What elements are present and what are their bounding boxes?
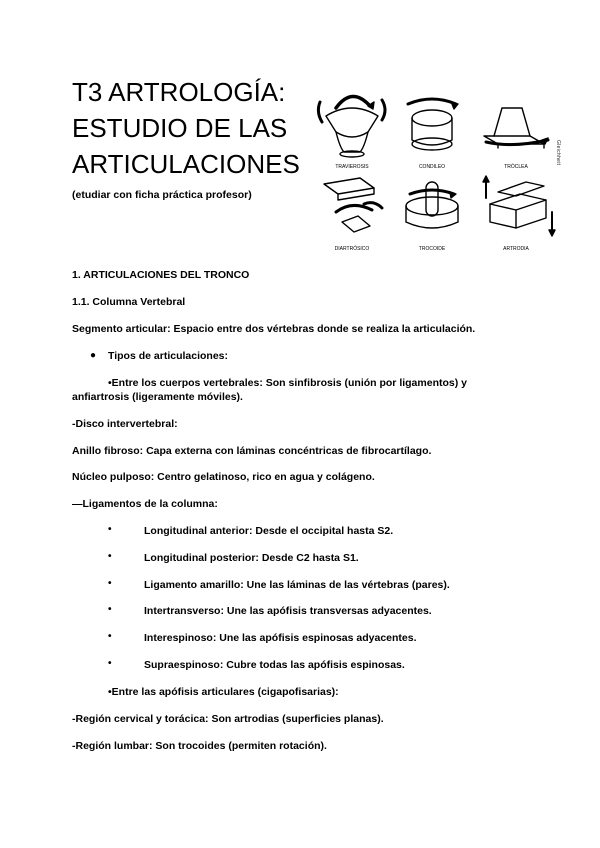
ligament-bullet: • [108,551,112,562]
gliding-joint-drawing [483,176,555,236]
cuerpos-line-1: •Entre los cuerpos vertebrales: Son sinfibrosis (unión por ligamentos) y [108,377,467,389]
ligament-item: Longitudinal posterior: Desde C2 hasta S1. [144,552,359,564]
ligament-item: Ligamento amarillo: Une las láminas de las vértebras (pares). [144,579,450,591]
ligament-item: Intertransverso: Une las apófisis transversas adyacentes. [144,605,432,617]
lumbar-paragraph: -Región lumbar: Son trocoides (permiten rotación). [72,740,327,752]
ligament-item: Longitudinal anterior: Desde el occipital hasta S2. [144,525,394,537]
subtitle-note: (etudiar con ficha práctica profesor) [72,189,252,201]
label-pivot: TROCOIDE [418,246,446,252]
document-title [72,74,312,182]
condyloid-joint-drawing [408,99,458,150]
saddle-joint-drawing [318,96,385,157]
pivot-joint-drawing [406,182,458,228]
title-line-1: T3 ARTROLOGÍA: [72,77,286,107]
label-condyloid: CONDILEO [418,164,446,170]
ligament-item: Interespinoso: Une las apófisis espinosas adyacentes. [144,632,417,644]
label-saddle: TRAVIEROSIS [335,164,369,170]
plane-joint-drawing [324,178,382,232]
ligament-bullet: • [108,604,112,615]
label-gliding: ARTRODIA [503,246,529,252]
ligament-bullet: • [108,631,112,642]
ligament-item: Supraespinoso: Cubre todas las apófisis espinosas. [144,659,405,671]
nucleo-paragraph: Núcleo pulposo: Centro gelatinoso, rico en agua y colágeno. [72,471,375,483]
label-trochlea: TRÓCLEA [504,164,528,170]
label-plane: DIARTRÓSICO [334,246,370,252]
segmento-paragraph: Segmento articular: Espacio entre dos vértebras donde se realiza la articulación. [72,323,476,335]
apofisis-heading: •Entre las apófisis articulares (cigapofisarias): [108,686,339,698]
subsection-heading: 1.1. Columna Vertebral [72,296,186,308]
hinge-joint-drawing [484,108,548,148]
joint-types-illustration [312,82,562,258]
anillo-paragraph: Anillo fibroso: Capa externa con láminas concéntricas de fibrocartílago. [72,445,432,457]
disco-heading: -Disco intervertebral: [72,418,178,430]
ligamentos-heading: —Ligamentos de la columna: [72,498,218,510]
bullet-marker: ● [90,350,97,361]
ligament-bullet: • [108,524,112,535]
figure-side-text: Gleichheit [555,140,561,166]
title-line-3: ARTICULACIONES [72,149,300,179]
ligament-bullet: • [108,658,112,669]
tipos-item: Tipos de articulaciones: [108,350,229,362]
title-line-2: ESTUDIO DE LAS [72,113,288,143]
cuerpos-line-2: anfiartrosis (ligeramente móviles). [72,391,243,403]
section-heading: 1. ARTICULACIONES DEL TRONCO [72,269,250,281]
cervical-paragraph: -Región cervical y torácica: Son artrodias (superficies planas). [72,713,384,725]
ligament-bullet: • [108,578,112,589]
